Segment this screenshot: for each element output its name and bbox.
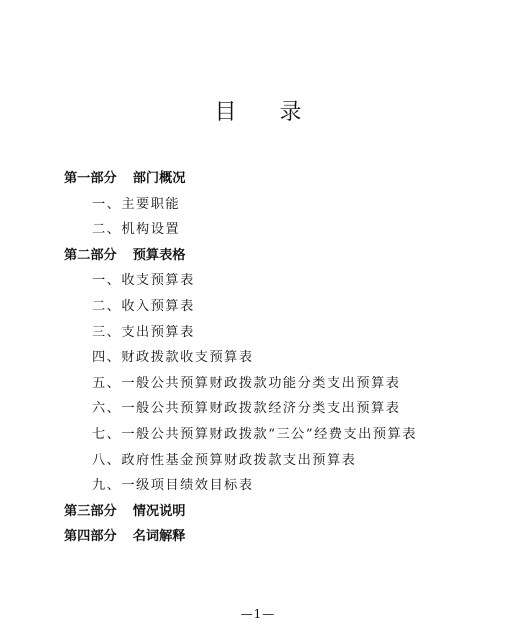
toc-item-performance-targets[interactable]: 九、一级项目绩效目标表: [92, 478, 254, 494]
toc-part-label: 名词解释: [132, 529, 186, 545]
toc-part-3[interactable]: [64, 499, 484, 525]
toc-part-number: 第一部分: [64, 171, 117, 186]
toc-part-label: 预算表格: [132, 247, 186, 263]
toc-item-functional-classification[interactable]: 五、一般公共预算财政拨款功能分类支出预算表: [92, 375, 401, 391]
toc-item-economic-classification[interactable]: 六、一般公共预算财政拨款经济分类支出预算表: [92, 401, 401, 417]
toc-item-org-setup[interactable]: 二、机构设置: [92, 222, 181, 238]
table-of-contents: [64, 166, 484, 550]
toc-part-2[interactable]: [64, 243, 484, 269]
toc-item-three-public-expenses[interactable]: 七、一般公共预算财政拨款“三公”经费支出预算表: [92, 426, 417, 442]
toc-part-number: 第四部分: [64, 529, 117, 545]
page-title: 目 录: [214, 100, 320, 125]
toc-item-government-fund-budget[interactable]: 八、政府性基金预算财政拨款支出预算表: [92, 452, 357, 468]
toc-item-main-functions[interactable]: 一、主要职能: [92, 196, 181, 212]
toc-part-label: 情况说明: [132, 503, 186, 519]
toc-part-number: 第三部分: [64, 503, 117, 519]
toc-part-label: 部门概况: [132, 171, 186, 186]
toc-item-expenditure-budget[interactable]: 三、支出预算表: [92, 324, 195, 340]
toc-part-1[interactable]: [64, 166, 484, 192]
toc-item-revenue-expenditure-budget[interactable]: 一、收支预算表: [92, 273, 195, 289]
toc-item-fiscal-appropriation-budget[interactable]: 四、财政拨款收支预算表: [92, 350, 254, 366]
toc-part-number: 第二部分: [64, 247, 117, 263]
toc-part-4[interactable]: [64, 524, 484, 550]
page-number: —1—: [240, 607, 276, 621]
toc-item-revenue-budget[interactable]: 二、收入预算表: [92, 298, 195, 314]
